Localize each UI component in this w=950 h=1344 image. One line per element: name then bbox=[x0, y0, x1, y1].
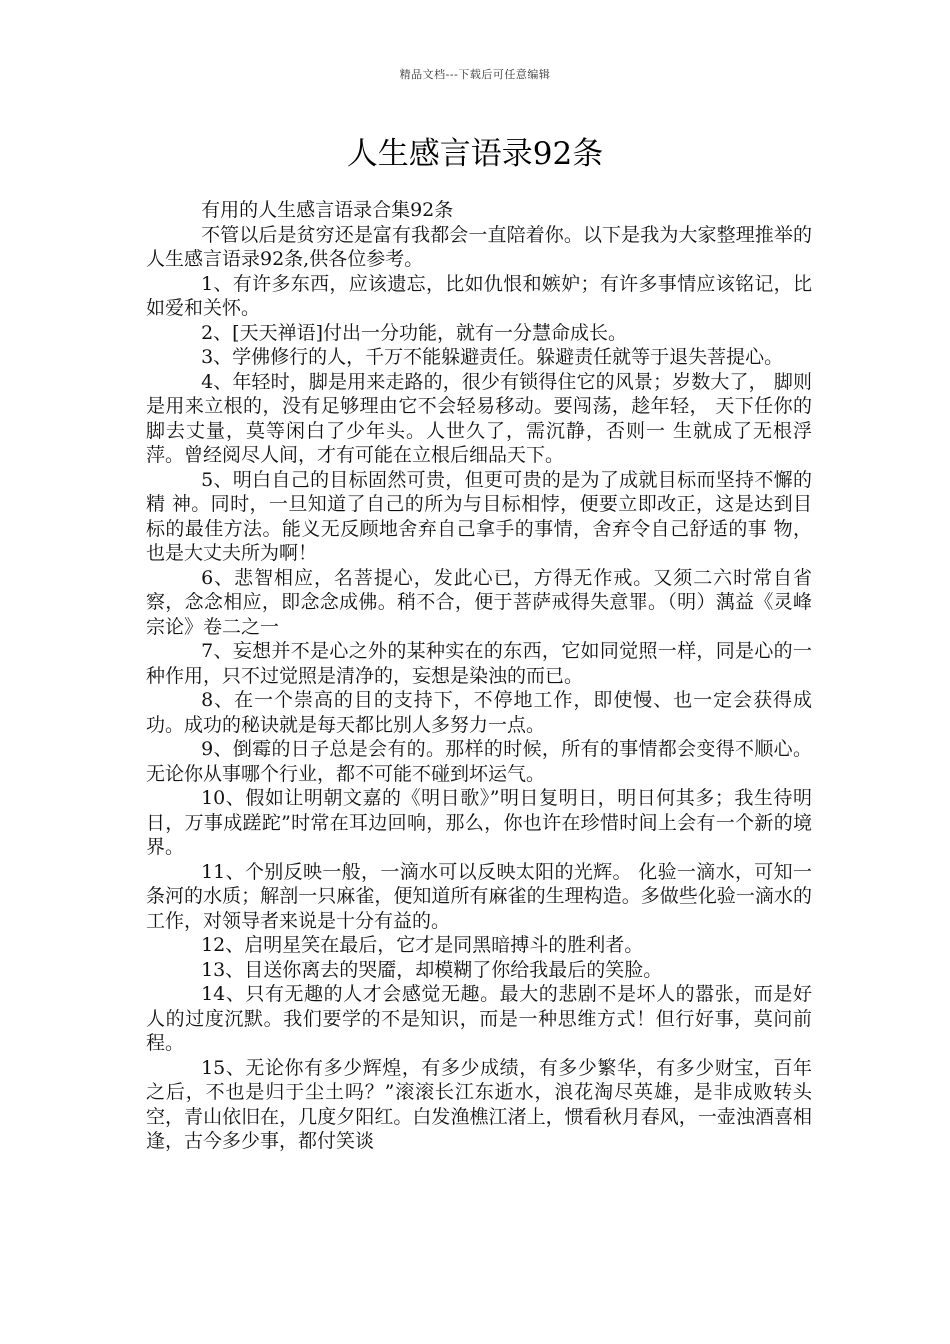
quote-item-15: 15、无论你有多少辉煌，有多少成绩，有多少繁华，有多少财宝，百年之后，不也是归于尘土吗？”滚滚长江东逝水，浪花淘尽英雄，是非成败转头空，青山依旧在，几度夕阳红。白发渔樵江渚上，惯看秋月春风，一壶浊酒喜相逢，古今多少事，都付笑谈 bbox=[146, 1056, 812, 1152]
quote-item-5: 5、明白自己的目标固然可贵，但更可贵的是为了成就目标而坚持不懈的精 神。同时，一旦知道了自己的所为与目标相悖，便要立即改正，这是达到目 标的最佳方法。能义无反顾地舍弃自己拿手的事情，舍弃令自己舒适的事 物，也是大丈夫所为啊！ bbox=[146, 468, 812, 564]
quote-item-4: 4、年轻时，脚是用来走路的，很少有锁得住它的风景；岁数大了， 脚则是用来立根的，没有足够理由它不会轻易移动。要闯荡，趁年轻， 天下任你的脚去丈量，莫等闲白了少年头。人世久了，需沉静，否则一 生就成了无根浮萍。曾经阅尽人间，才有可能在立根后细品天下。 bbox=[146, 370, 812, 466]
quote-item-10: 10、假如让明朝文嘉的《明日歌》”明日复明日，明日何其多；我生待明日，万事成蹉跎”时常在耳边回响，那么，你也许在珍惜时间上会有一个新的境界。 bbox=[146, 787, 812, 858]
quote-item-12: 12、启明星笑在最后，它才是同黑暗搏斗的胜利者。 bbox=[201, 934, 644, 956]
quote-item-8: 8、在一个崇高的目的支持下，不停地工作，即使慢、也一定会获得成功。成功的秘诀就是每天都比别人多努力一点。 bbox=[146, 689, 812, 736]
quote-item-1: 1、有许多东西，应该遗忘，比如仇恨和嫉妒；有许多事情应该铭记，比如爱和关怀。 bbox=[146, 272, 812, 319]
paragraph-subtitle: 有用的人生感言语录合集92条 bbox=[201, 199, 454, 221]
document-body bbox=[146, 198, 812, 1154]
quote-item-9: 9、倒霉的日子总是会有的。那样的时候，所有的事情都会变得不顺心。无论你从事哪个行业，都不可能不碰到坏运气。 bbox=[146, 738, 812, 785]
quote-item-6: 6、悲智相应，名菩提心，发此心已，方得无作戒。又须二六时常自省察，念念相应，即念念成佛。稍不合，便于菩萨戒得失意罪。（明）蕅益《灵峰宗论》卷二之一 bbox=[146, 566, 812, 638]
quote-item-11: 11、个别反映一般，一滴水可以反映太阳的光辉。 化验一滴水，可知一条河的水质；解剖一只麻雀，便知道所有麻雀的生理构造。多做些化验一滴水的工作，对领导者来说是十分有益的。 bbox=[146, 860, 812, 932]
quote-item-3: 3、学佛修行的人，千万不能躲避责任。躲避责任就等于退失菩提心。 bbox=[201, 346, 784, 368]
quote-item-13: 13、目送你离去的哭靥，却模糊了你给我最后的笑脸。 bbox=[201, 958, 663, 981]
paragraph-intro: 不管以后是贫穷还是富有我都会一直陪着你。以下是我为大家整理推举的人生感言语录92条,供各位参考。 bbox=[146, 223, 812, 270]
quote-item-7: 7、妄想并不是心之外的某种实在的东西，它如同觉照一样，同是心的一种作用，只不过觉照是清净的，妄想是染浊的而已。 bbox=[146, 640, 812, 687]
quote-item-2: 2、[天天禅语]付出一分功能，就有一分慧命成长。 bbox=[201, 321, 628, 344]
document-title: 人生感言语录92条 bbox=[346, 136, 604, 172]
quote-item-14: 14、只有无趣的人才会感觉无趣。最大的悲剧不是坏人的嚣张，而是好人的过度沉默。我们要学的不是知识，而是一种思维方式！但行好事，莫问前程。 bbox=[146, 983, 812, 1054]
page-header: 精品文档---下载后可任意编辑 bbox=[399, 68, 551, 81]
